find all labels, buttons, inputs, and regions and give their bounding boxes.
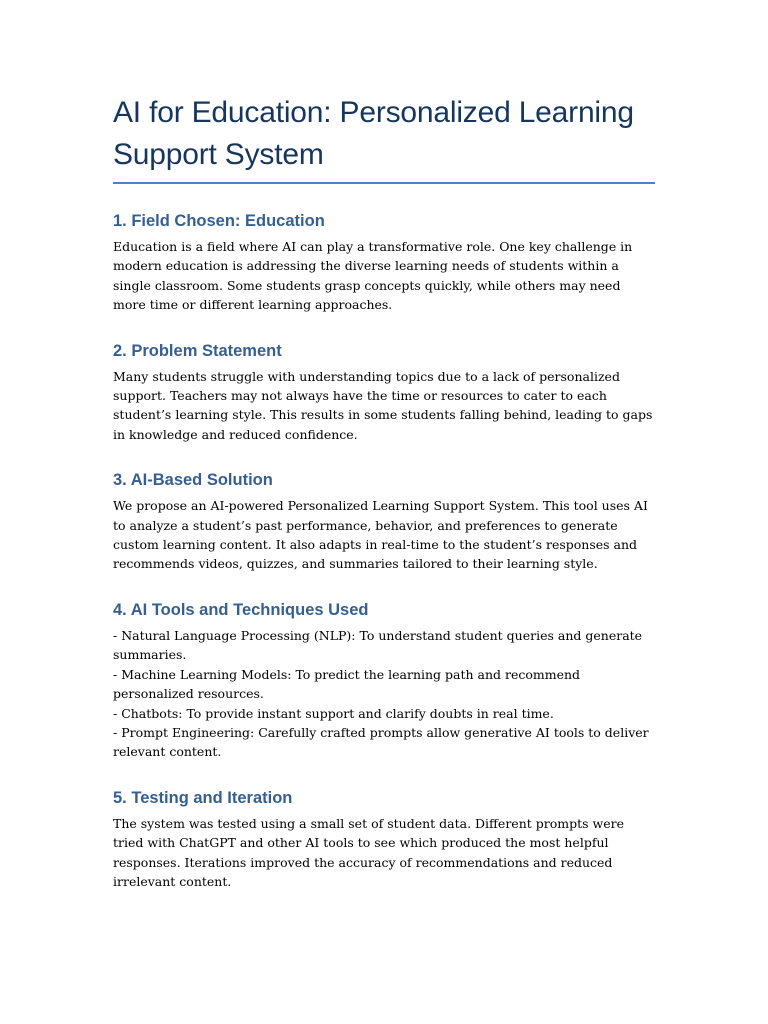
list-item: - Chatbots: To provide instant support and clarify doubts in real time. xyxy=(113,705,554,721)
section-paragraph: Many students struggle with understanding topics due to a lack of personalized support. Teachers may not always have the time or resources to cater to each student’s learning style. This results in some students falling behind, leading to gaps in knowledge and reduced confidence. xyxy=(113,368,653,442)
section-paragraph: Education is a field where AI can play a transformative role. One key challenge in modern education is addressing the diverse learning needs of students within a single classroom. Some students grasp concepts quickly, while others may need more time or different learning approaches. xyxy=(113,239,633,313)
document-content xyxy=(113,92,655,891)
list-item: - Machine Learning Models: To predict the learning path and recommend personalized resources. xyxy=(113,666,581,702)
section-heading: 4. AI Tools and Techniques Used xyxy=(113,600,369,619)
section-problem-statement xyxy=(113,340,655,445)
section-paragraph: We propose an AI-powered Personalized Learning Support System. This tool uses AI to analyze a student’s past performance, behavior, and preferences to generate custom learning content. It also adapts in real-time to the student’s responses and recommends videos, quizzes, and summaries tailored to their learning style. xyxy=(113,498,648,572)
section-ai-based-solution xyxy=(113,469,655,574)
section-heading: 3. AI-Based Solution xyxy=(113,471,273,490)
section-field-chosen xyxy=(113,210,655,315)
title-underline-rule xyxy=(113,182,655,184)
section-heading: 1. Field Chosen: Education xyxy=(113,212,325,230)
section-heading: 2. Problem Statement xyxy=(113,341,282,360)
section-testing-iteration xyxy=(113,787,655,892)
list-item: - Prompt Engineering: Carefully crafted prompts allow generative AI tools to deliver relevant content. xyxy=(113,724,649,760)
section-ai-tools xyxy=(113,599,655,762)
section-paragraph: The system was tested using a small set of student data. Different prompts were tried with ChatGPT and other AI tools to see which produced the most helpful responses. Iterations improved the accuracy of recommendations and reduced irrelevant content. xyxy=(113,815,624,889)
list-item: - Natural Language Processing (NLP): To understand student queries and generate summaries. xyxy=(113,627,643,663)
document-title: AI for Education: Personalized Learning Support System xyxy=(113,96,634,171)
section-heading: 5. Testing and Iteration xyxy=(113,788,293,807)
